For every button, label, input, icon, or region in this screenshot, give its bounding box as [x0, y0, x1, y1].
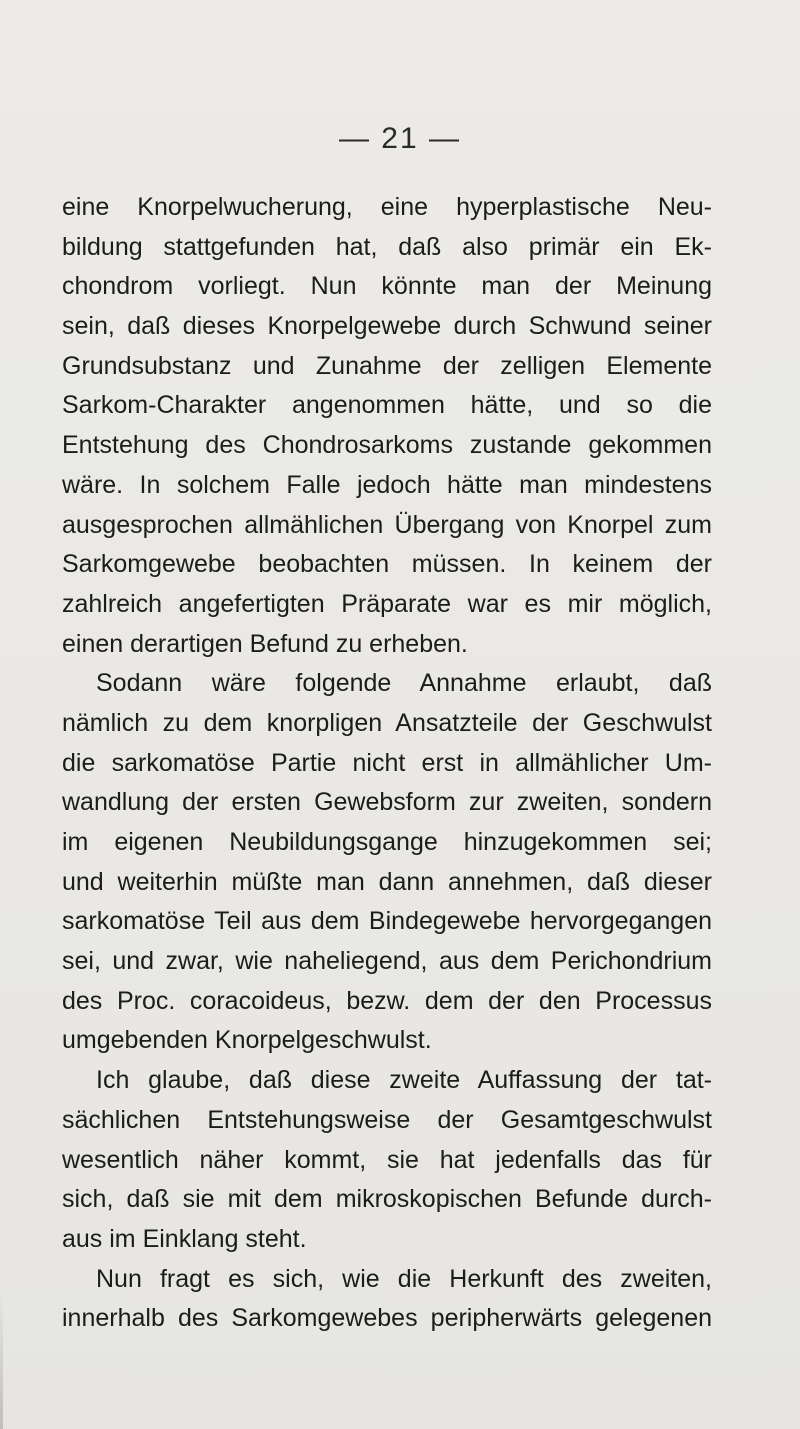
text-line: sich, daß sie mit dem mikroskopischen Befunde durch- [62, 1185, 712, 1214]
text-line: zahlreich angefertigten Präparate war es mir möglich, [62, 589, 712, 618]
page-edge-shadow [0, 1290, 3, 1429]
text-line: nämlich zu dem knorpligen Ansatzteile der Geschwulst [62, 708, 712, 737]
text-line: und weiterhin müßte man dann annehmen, daß dieser [62, 867, 712, 896]
text-line: Sarkom-Charakter angenommen hätte, und so die [62, 391, 712, 420]
page-number: — 21 — [338, 122, 462, 155]
text-line: innerhalb des Sarkomgewebes peripherwärts gelegenen [62, 1304, 712, 1333]
text-line: Ich glaube, daß diese zweite Auffassung der tat- [96, 1066, 712, 1095]
text-line: eine Knorpelwucherung, eine hyperplastische Neu- [62, 193, 712, 221]
text-line: sächlichen Entstehungsweise der Gesamtgeschwulst [62, 1105, 712, 1134]
text-line: chondrom vorliegt. Nun könnte man der Meinung [62, 272, 712, 301]
text-line: ausgesprochen allmählichen Übergang von Knorpel zum [62, 510, 712, 539]
text-line: im eigenen Neubildungsgange hinzugekommen sei; [62, 828, 712, 856]
text-line: sein, daß dieses Knorpelgewebe durch Schwund seiner [62, 312, 712, 341]
text-line: sarkomatöse Teil aus dem Bindegewebe hervorgegangen [62, 907, 712, 936]
text-line: Entstehung des Chondrosarkoms zustande gekommen [62, 431, 712, 460]
text-line: Sodann wäre folgende Annahme erlaubt, daß [96, 669, 712, 698]
text-line: des Proc. coracoideus, bezw. dem der den Processus [62, 986, 712, 1015]
text-line: wäre. In solchem Falle jedoch hätte man mindestens [62, 470, 712, 499]
text-line: die sarkomatöse Partie nicht erst in allmählicher Um- [62, 748, 712, 777]
text-line: bildung stattgefunden hat, daß also primär ein Ek- [62, 232, 712, 261]
body-text [62, 188, 712, 1339]
text-line: einen derartigen Befund zu erheben. [62, 629, 468, 658]
text-line: sei, und zwar, wie naheliegend, aus dem Perichondrium [62, 947, 712, 976]
text-line: Sarkomgewebe beobachten müssen. In keinem der [62, 550, 712, 579]
text-line: wesentlich näher kommt, sie hat jedenfalls das für [62, 1145, 712, 1174]
text-line: Grundsubstanz und Zunahme der zelligen Elemente [62, 351, 712, 380]
text-line: Nun fragt es sich, wie die Herkunft des zweiten, [96, 1264, 712, 1293]
text-line: umgebenden Knorpelgeschwulst. [62, 1026, 432, 1055]
text-line: wandlung der ersten Gewebsform zur zweiten, sondern [62, 788, 712, 817]
text-line: aus im Einklang steht. [62, 1224, 307, 1253]
